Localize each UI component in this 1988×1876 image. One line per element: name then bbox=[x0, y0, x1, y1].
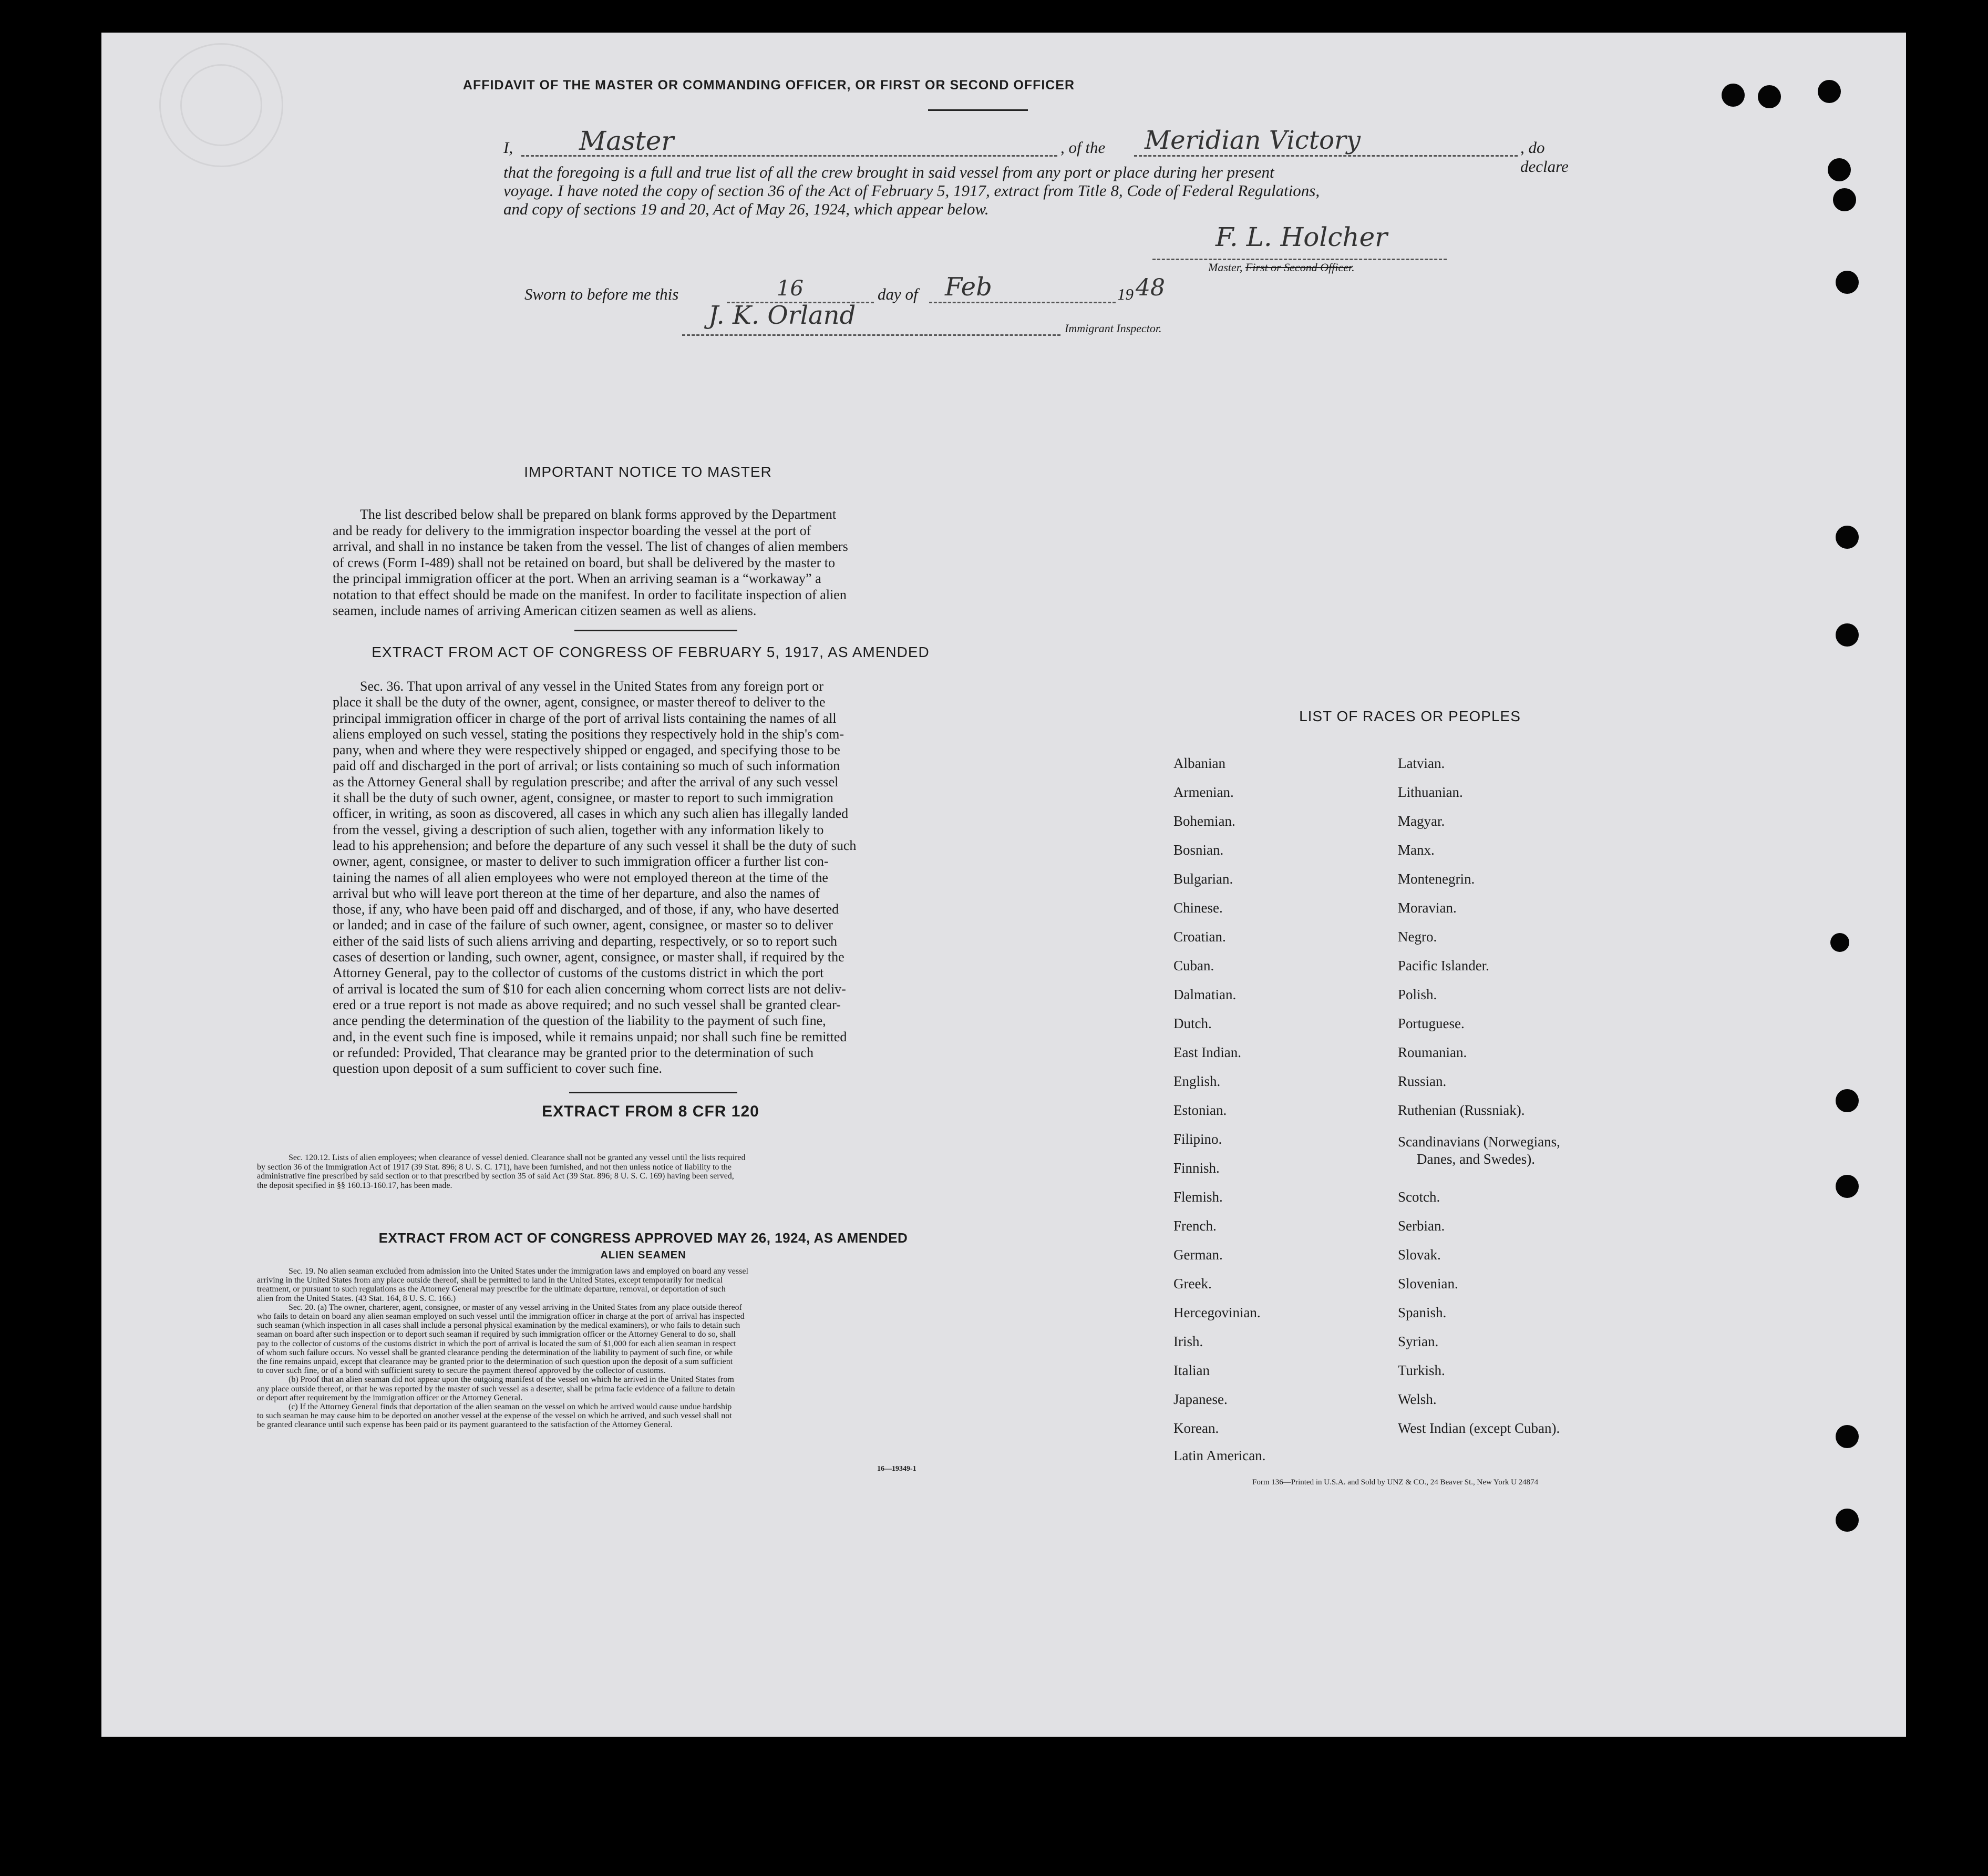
extract-1917-line: question upon deposit of a sum sufficient to cover such fine. bbox=[333, 1061, 663, 1077]
sworn-day-of: day of bbox=[878, 285, 918, 303]
extract-1917-body bbox=[333, 679, 947, 1077]
extract-1917-line: owner, agent, consignee, or master to deliver to such immigration officer a further list con- bbox=[333, 854, 829, 869]
extract-1924-body bbox=[257, 1267, 1029, 1430]
punch-hole bbox=[1828, 158, 1851, 181]
extract-1917-line: those, if any, who have been paid off and discharged, and of those, if any, who have deserted bbox=[333, 901, 839, 917]
cfr-line: the deposit specified in §§ 160.13-160.17, has been made. bbox=[257, 1181, 452, 1190]
race-item: Estonian. bbox=[1173, 1102, 1227, 1118]
cfr-line: administrative fine prescribed by said section or to that prescribed by section 35 of said Act (39 Stat. 896; 8 U. S. C. 169) having been served, bbox=[257, 1172, 734, 1181]
handwritten-inspector-signature: J. K. Orland bbox=[708, 301, 856, 330]
extract-1924-line: or deport after requirement by the immigration officer or the Attorney General. bbox=[257, 1393, 523, 1402]
extract-1924-line: arriving in the United States from any place outside thereof, shall be permitted to land in the United States, except temporarily for medical bbox=[257, 1276, 723, 1285]
form-code: 16—19349-1 bbox=[877, 1465, 916, 1473]
inspector-signature-field bbox=[682, 301, 1060, 336]
extract-1917-line: cases of desertion or landing, such owner, agent, consignee, or master shall, if required by the bbox=[333, 949, 844, 965]
affidavit-declare-label: , do declare bbox=[1520, 138, 1569, 176]
cfr-heading: EXTRACT FROM 8 CFR 120 bbox=[542, 1103, 759, 1120]
sworn-prefix: Sworn to before me this bbox=[524, 285, 679, 303]
cfr-body bbox=[257, 1153, 1029, 1190]
notice-line: of crews (Form I-489) shall not be retained on board, but shall be delivered by the master to bbox=[333, 555, 835, 570]
extract-1917-line: paid off and discharged in the port of arrival; or lists containing so much of such information bbox=[333, 758, 840, 774]
document-page bbox=[101, 33, 1906, 1737]
punch-hole bbox=[1836, 526, 1859, 549]
race-item: Roumanian. bbox=[1398, 1044, 1467, 1060]
extract-1924-line: pay to the collector of customs of the customs district in which the port of arrival is located the sum of $1,000 for each alien seaman in respect bbox=[257, 1339, 736, 1348]
race-item: Greek. bbox=[1173, 1276, 1212, 1291]
sworn-year-prefix: 19 bbox=[1117, 285, 1134, 303]
race-item: Latvian. bbox=[1398, 755, 1445, 771]
race-item: Chinese. bbox=[1173, 900, 1223, 916]
race-item: Irish. bbox=[1173, 1334, 1203, 1349]
affidavit-body-line: voyage. I have noted the copy of section 36 of the Act of February 5, 1917, extract from Title 8, Code of Federal Regulations, bbox=[503, 181, 1320, 200]
extract-1917-line: taining the names of all alien employees who were not employed thereon at the time of the bbox=[333, 869, 828, 885]
race-item: Polish. bbox=[1398, 987, 1437, 1002]
race-item: Syrian. bbox=[1398, 1334, 1439, 1349]
extract-1917-line: either of the said lists of such aliens arriving and departing, respectively, or so to report such bbox=[333, 933, 838, 949]
notice-line: and be ready for delivery to the immigration inspector boarding the vessel at the port of bbox=[333, 522, 811, 538]
affidavit-name-field bbox=[521, 126, 1057, 157]
race-item: Armenian. bbox=[1173, 784, 1234, 800]
affidavit-vessel-field bbox=[1134, 126, 1518, 157]
race-item: Scotch. bbox=[1398, 1189, 1440, 1205]
race-item: Bohemian. bbox=[1173, 813, 1235, 829]
race-item: West Indian (except Cuban). bbox=[1398, 1420, 1560, 1436]
race-item: Filipino. bbox=[1173, 1131, 1222, 1147]
extract-1917-line: as the Attorney General shall by regulation prescribe; and after the arrival of any such vessel bbox=[333, 774, 839, 790]
race-item: Ruthenian (Russniak). bbox=[1398, 1102, 1525, 1118]
affidavit-of-the-label: , of the bbox=[1060, 138, 1106, 157]
race-item: Flemish. bbox=[1173, 1189, 1223, 1205]
punch-hole bbox=[1836, 623, 1859, 647]
caption-struck-officer: First or Second Officer bbox=[1245, 261, 1352, 274]
printer-imprint: Form 136—Printed in U.S.A. and Sold by UNZ & CO., 24 Beaver St., New York U 24874 bbox=[1252, 1478, 1539, 1487]
signature-caption: Master, First or Second Officer. bbox=[1208, 261, 1355, 274]
race-item: French. bbox=[1173, 1218, 1217, 1234]
extract-1917-line: arrival but who will leave port thereon at the time of her departure, and also the names of bbox=[333, 885, 820, 901]
extract-1917-line: principal immigration officer in charge of the port of arrival lists containing the names of all bbox=[333, 710, 837, 726]
race-item: Spanish. bbox=[1398, 1305, 1447, 1320]
extract-1917-line: of arrival is located the sum of $10 for each alien concerning whom correct lists are not deliv- bbox=[333, 981, 846, 997]
race-item: Bosnian. bbox=[1173, 842, 1224, 858]
extract-1924-line: Sec. 19. No alien seaman excluded from admission into the United States under the immigration laws and employed on board any vessel bbox=[289, 1267, 748, 1276]
extract-1924-line: seaman on board after such inspection or to deport such seaman if required by such immigration officer or the Attorney General to do so, shall bbox=[257, 1330, 736, 1339]
extract-1917-line: officer, in writing, as soon as discovered, all cases in which any such alien has illegally landed bbox=[333, 806, 849, 822]
caption-master: Master, bbox=[1208, 261, 1243, 274]
race-item: Magyar. bbox=[1398, 813, 1445, 829]
race-item: Serbian. bbox=[1398, 1218, 1445, 1234]
punch-hole bbox=[1836, 1175, 1859, 1198]
extract-1924-line: be granted clearance until such expense has been paid or its payment guaranteed to the satisfaction of the Attorney General. bbox=[257, 1420, 673, 1430]
notice-rule bbox=[574, 630, 737, 631]
affidavit-body bbox=[503, 163, 1586, 218]
extract-1924-line: (b) Proof that an alien seaman did not appear upon the outgoing manifest of the vessel on which he arrived in the United States from bbox=[289, 1375, 734, 1385]
race-item: Scandinavians (Norwegians, bbox=[1398, 1134, 1560, 1150]
race-item: Croatian. bbox=[1173, 929, 1226, 945]
extract-1924-line: the fine remains unpaid, except that clearance may be granted prior to the determination of such question upon the deposit of a sum sufficient bbox=[257, 1357, 733, 1367]
extract-1917-heading: EXTRACT FROM ACT OF CONGRESS OF FEBRUARY 5, 1917, AS AMENDED bbox=[372, 644, 930, 660]
affidavit-body-line: that the foregoing is a full and true list of all the crew brought in said vessel from any port or place during her present bbox=[503, 163, 1274, 181]
extract-1917-line: it shall be the duty of such owner, agent, consignee, or master to report to such immigration bbox=[333, 790, 833, 806]
notice-line: arrival, and shall in no instance be taken from the vessel. The list of changes of alien members bbox=[333, 539, 848, 554]
extract-1917-line: Sec. 36. That upon arrival of any vessel in the United States from any foreign port or bbox=[360, 679, 823, 694]
master-signature-field bbox=[1152, 220, 1447, 260]
stamp-seal-inner bbox=[180, 64, 262, 146]
extract-1917-line: lead to his apprehension; and before the departure of any such vessel it shall be the duty of such bbox=[333, 837, 857, 853]
race-item: Turkish. bbox=[1398, 1362, 1445, 1378]
affidavit-title: AFFIDAVIT OF THE MASTER OR COMMANDING OFFICER, OR FIRST OR SECOND OFFICER bbox=[462, 78, 1075, 93]
race-item: Latin American. bbox=[1173, 1448, 1266, 1463]
race-item: Manx. bbox=[1398, 842, 1435, 858]
affidavit-title-rule bbox=[928, 109, 1028, 111]
race-item: Finnish. bbox=[1173, 1160, 1220, 1176]
race-item: Moravian. bbox=[1398, 900, 1457, 916]
handwritten-year: 48 bbox=[1136, 274, 1165, 301]
race-item: Russian. bbox=[1398, 1073, 1447, 1089]
extract-1924-line: any place outside thereof, or that he was reported by the master of such vessel as a deserter, shall be prima facie evidence of a failure to detain bbox=[257, 1384, 735, 1393]
extract-1924-line: (c) If the Attorney General finds that deportation of the alien seaman on the vessel on which he arrived would cause undue hardship bbox=[289, 1402, 732, 1412]
extract-1917-line: from the vessel, giving a description of such alien, together with any information likely to bbox=[333, 822, 824, 837]
race-item: Danes, and Swedes). bbox=[1417, 1151, 1535, 1167]
extract-1917-line: or landed; and in case of the failure of such owner, agent, consignee, or master so to deliver bbox=[333, 917, 833, 933]
handwritten-name: Master bbox=[579, 126, 674, 156]
extract-1924-line: who fails to detain on board any alien seaman employed on such vessel until the immigration officer in charge at the port of arrival has inspected bbox=[257, 1312, 745, 1321]
extract-1924-line: Sec. 20. (a) The owner, charterer, agent, consignee, or master of any vessel arriving in the United States from any place outside thereof bbox=[289, 1303, 742, 1312]
race-item: Montenegrin. bbox=[1398, 871, 1475, 887]
race-item: Korean. bbox=[1173, 1420, 1219, 1436]
race-item: Albanian bbox=[1173, 755, 1225, 771]
extract-1917-line: and, in the event such fine is imposed, while it remains unpaid; nor shall such fine be remitted bbox=[333, 1029, 847, 1044]
race-item: Hercegovinian. bbox=[1173, 1305, 1261, 1320]
race-item: Dalmatian. bbox=[1173, 987, 1237, 1002]
affidavit-body-line: and copy of sections 19 and 20, Act of May 26, 1924, which appear below. bbox=[503, 200, 989, 218]
race-item: Japanese. bbox=[1173, 1391, 1228, 1407]
handwritten-vessel-name: Meridian Victory bbox=[1145, 126, 1361, 155]
extract-1917-line: Attorney General, pay to the collector of customs of the customs district in which the port bbox=[333, 965, 824, 981]
notice-line: the principal immigration officer at the port. When an arriving seaman is a “workaway” a bbox=[333, 571, 821, 586]
race-item: Portuguese. bbox=[1398, 1016, 1465, 1031]
race-item: Negro. bbox=[1398, 929, 1437, 945]
extract-1917-line: or refunded: Provided, That clearance may be granted prior to the determination of such bbox=[333, 1044, 813, 1060]
punch-hole bbox=[1836, 271, 1859, 294]
race-item: Slovak. bbox=[1398, 1247, 1441, 1263]
extract-1917-rule bbox=[569, 1092, 737, 1093]
notice-line: notation to that effect should be made on the manifest. In order to facilitate inspection of alien bbox=[333, 587, 847, 602]
race-item: Lithuanian. bbox=[1398, 784, 1463, 800]
sworn-month-field bbox=[929, 274, 1116, 303]
punch-hole bbox=[1722, 84, 1745, 107]
race-item: English. bbox=[1173, 1073, 1221, 1089]
extract-1917-line: aliens employed on such vessel, stating the positions they respectively hold in the ship's com- bbox=[333, 726, 844, 742]
race-item: Italian bbox=[1173, 1362, 1210, 1378]
race-item: German. bbox=[1173, 1247, 1223, 1263]
extract-1917-line: ered or a true report is not made as above required; and no such vessel shall be granted clear- bbox=[333, 997, 841, 1012]
races-heading: LIST OF RACES OR PEOPLES bbox=[1299, 708, 1521, 724]
extract-1917-line: ance pending the determination of the question of the liability to the payment of such fine, bbox=[333, 1013, 826, 1029]
extract-1917-line: pany, when and where they were respectively shipped or engaged, and specifying those to be bbox=[333, 742, 840, 758]
sworn-line bbox=[524, 274, 1260, 306]
cfr-line: Sec. 120.12. Lists of alien employees; when clearance of vessel denied. Clearance shall not be granted any vessel until the lists required bbox=[289, 1153, 746, 1162]
race-item: Bulgarian. bbox=[1173, 871, 1233, 887]
notice-line: seamen, include names of arriving American citizen seamen as well as aliens. bbox=[333, 603, 757, 618]
race-item: Pacific Islander. bbox=[1398, 958, 1489, 973]
punch-hole bbox=[1758, 85, 1781, 108]
extract-1924-line: alien from the United States. (43 Stat. 164, 8 U. S. C. 166.) bbox=[257, 1294, 456, 1303]
race-item: Cuban. bbox=[1173, 958, 1214, 973]
extract-1917-line: place it shall be the duty of the owner, agent, consignee, or master thereof to deliver to the bbox=[333, 694, 826, 710]
affidavit-i-label: I, bbox=[503, 138, 513, 157]
handwritten-day: 16 bbox=[777, 276, 804, 301]
extract-1924-line: to cover such fine, or of a bond with sufficient surety to secure the payment thereof approved by the collector of customs. bbox=[257, 1366, 666, 1376]
extract-1924-line: such seaman (which inspection in all cases shall include a personal physical examination by the medical examiners), or who fails to detain such bbox=[257, 1321, 740, 1330]
extract-1924-line: of whom such failure occurs. No vessel shall be granted clearance pending the determination of the liability to payment of such fine, or while bbox=[257, 1348, 733, 1357]
punch-hole bbox=[1833, 188, 1856, 211]
punch-hole bbox=[1818, 80, 1841, 103]
race-item: Dutch. bbox=[1173, 1016, 1212, 1031]
extract-1924-heading: EXTRACT FROM ACT OF CONGRESS APPROVED MAY 26, 1924, AS AMENDED bbox=[378, 1230, 908, 1246]
notice-body bbox=[333, 507, 947, 619]
handwritten-month: Feb bbox=[945, 272, 992, 302]
race-item: Welsh. bbox=[1398, 1391, 1437, 1407]
race-item: East Indian. bbox=[1173, 1044, 1241, 1060]
inspector-caption: Immigrant Inspector. bbox=[1065, 322, 1162, 335]
extract-1924-line: to such seaman he may cause him to be deported on another vessel at the expense of the vessel on which he arrived, and such vessel shall not bbox=[257, 1411, 732, 1421]
handwritten-master-signature: F. L. Holcher bbox=[1216, 222, 1388, 252]
cfr-line: by section 36 of the Immigration Act of 1917 (39 Stat. 896; 8 U. S. C. 171), have been furnished, and not then unless notice of liability to the bbox=[257, 1162, 732, 1172]
notice-line: The list described below shall be prepared on blank forms approved by the Department bbox=[360, 507, 837, 522]
race-item: Slovenian. bbox=[1398, 1276, 1458, 1291]
punch-hole bbox=[1836, 1425, 1859, 1448]
extract-1924-line: treatment, or pursuant to such regulations as the Attorney General may prescribe for the ultimate departure, removal, or deportation of such bbox=[257, 1285, 726, 1294]
punch-hole bbox=[1836, 1509, 1859, 1532]
extract-1924-subheading: ALIEN SEAMEN bbox=[600, 1249, 686, 1261]
notice-heading: IMPORTANT NOTICE TO MASTER bbox=[524, 464, 772, 480]
punch-hole bbox=[1836, 1089, 1859, 1112]
punch-hole bbox=[1830, 933, 1849, 952]
sworn-day-field bbox=[727, 274, 874, 303]
